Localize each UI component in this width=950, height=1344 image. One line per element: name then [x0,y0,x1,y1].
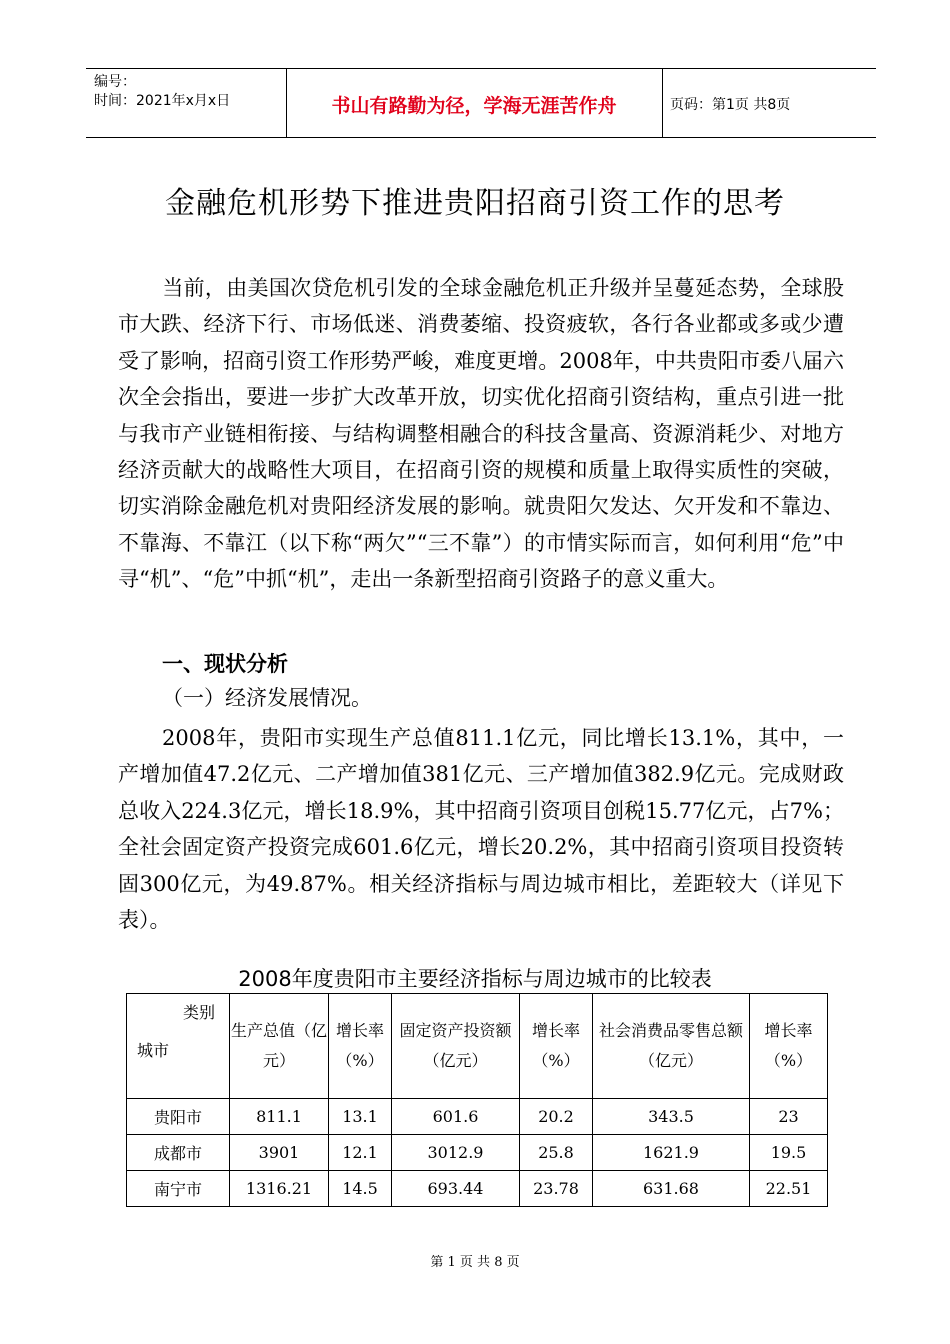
header-divider [662,69,663,137]
table-cell: 25.8 [520,1135,593,1171]
economy-paragraph-text: 2008年，贵阳市实现生产总值811.1亿元，同比增长13.1%，其中，一产增加值47.2亿元、二产增加值381亿元、三产增加值382.9亿元。完成财政总收入224.3亿元，增长18.9%，其中招商引资项目创税15.77亿元，占7%；全社会固定资产投资完成601.6亿元，增长20.2%，其中招商引资项目投资转固300亿元，为49.87%。相关经济指标与周边城市相比，差距较大（详见下表）。 [118,726,844,933]
number-label: 编号： [94,74,136,90]
table-cell: 19.5 [750,1135,828,1171]
document-title: 金融危机形势下推进贵阳招商引资工作的思考 [165,186,785,221]
table-row [127,1135,828,1171]
table-header-cell: 固定资产投资额（亿元） [392,994,520,1099]
table-cell-city: 南宁市 [127,1171,230,1207]
table-cell: 12.1 [329,1135,392,1171]
economy-paragraph [118,720,844,938]
header-meta [94,73,230,111]
table-cell-city: 贵阳市 [127,1099,230,1135]
table-header-cell: 增长率（%） [520,994,593,1099]
table-header-row [127,994,828,1099]
subsection-heading: （一）经济发展情况。 [162,686,372,710]
table-cell: 343.5 [593,1099,750,1135]
table-cell: 693.44 [392,1171,520,1207]
table-cell: 13.1 [329,1099,392,1135]
table-cell: 1621.9 [593,1135,750,1171]
table-cell: 811.1 [230,1099,329,1135]
table-corner-cell [127,994,230,1099]
table-cell: 631.68 [593,1171,750,1207]
section-heading: 一、现状分析 [162,652,288,676]
header-page-label: 页码：第1页 共8页 [670,97,791,113]
table-cell: 1316.21 [230,1171,329,1207]
table-cell: 23.78 [520,1171,593,1207]
table-cell: 601.6 [392,1099,520,1135]
comparison-table [126,993,828,1207]
table-cell: 22.51 [750,1171,828,1207]
table-row [127,1099,828,1135]
time-label: 时间：2021年x月x日 [94,93,231,109]
table-cell: 14.5 [329,1171,392,1207]
table-header-cell: 增长率（%） [329,994,392,1099]
table-caption: 2008年度贵阳市主要经济指标与周边城市的比较表 [238,967,712,991]
header-motto: 书山有路勤为径，学海无涯苦作舟 [331,95,617,117]
table-cell: 23 [750,1099,828,1135]
corner-category-label: 类别 [182,1003,215,1022]
intro-paragraph [118,270,844,598]
intro-paragraph-text: 当前，由美国次贷危机引发的全球金融危机正升级并呈蔓延态势，全球股市大跌、经济下行、市场低迷、消费萎缩、投资疲软，各行各业都或多或少遭受了影响，招商引资工作形势严峻，难度更增。2008年，中共贵阳市委八届六次全会指出，要进一步扩大改革开放，切实优化招商引资结构，重点引进一批与我市产业链相衔接、与结构调整相融合的科技含量高、资源消耗少、对地方经济贡献大的战略性大项目，在招商引资的规模和质量上取得实质性的突破，切实消除金融危机对贵阳经济发展的影响。就贵阳欠发达、欠开发和不靠边、不靠海、不靠江（以下称“两欠”“三不靠”）的市情实际而言，如何利用“危”中寻“机”、“危”中抓“机”，走出一条新型招商引资路子的意义重大。 [118,276,844,592]
table-row [127,1171,828,1207]
table-header-cell: 生产总值（亿元） [230,994,329,1099]
table-header-cell: 社会消费品零售总额（亿元） [593,994,750,1099]
table-cell: 3012.9 [392,1135,520,1171]
table-cell: 20.2 [520,1099,593,1135]
page-header [86,68,876,138]
table-header-cell: 增长率（%） [750,994,828,1099]
table-cell: 3901 [230,1135,329,1171]
table-cell-city: 成都市 [127,1135,230,1171]
corner-city-label: 城市 [137,1041,170,1060]
page-footer: 第 1 页 共 8 页 [430,1255,520,1270]
